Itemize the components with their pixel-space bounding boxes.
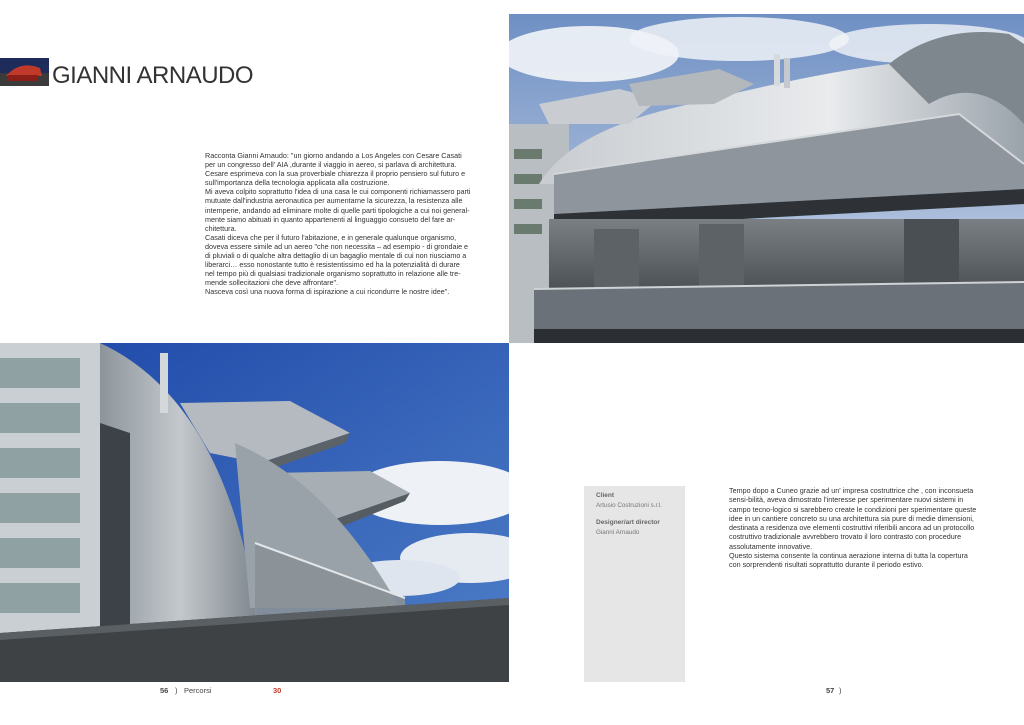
footer-separator: ): [175, 686, 178, 695]
story-paragraph: Tempo dopo a Cuneo grazie ad un' impresa costruttrice che , con inconsueta sensi-bilità, aveva dimostrato l'interesse per sperimentare nuovi sistemi in campo tecno-logico si sarebbero create le condizioni per sperimentare queste idee in un cantiere concreto su una architettura sia pure di medie dimensioni, destinata a residenza ove elementi costruttivi riferibili ancora ad un protocollo costruttivo tradizionale avvrebbero trovato il loro contrasto con procedure assolutamente innovative.: [729, 486, 977, 551]
section-name: Percorsi: [184, 686, 212, 695]
story-text-secondary: [729, 486, 979, 570]
page-number-left: 56: [160, 686, 169, 695]
story-paragraph: Questo sistema consente la continua aerazione interna di tutta la copertura con sorprendenti risultati soprattutto durante il periodo estivo.: [729, 551, 968, 570]
designer-label: Designer/art director: [596, 519, 660, 526]
page-title: GIANNI ARNAUDO: [52, 62, 254, 89]
designer-value: Gianni Arnaudo: [596, 529, 640, 536]
footer-separator: ): [839, 686, 842, 695]
client-label: Client: [596, 492, 615, 499]
logo-thumbnail: [0, 58, 49, 86]
client-value: Artusio Costruzioni s.r.l.: [596, 502, 663, 509]
credits-box: [584, 486, 685, 682]
story-paragraph: Racconta Gianni Arnaudo: "un giorno andando a Los Angeles con Cesare Casati per un congresso dell' AIA ,durante il viaggio in aereo, si parlava di architettura. Cesare esprimeva con la sua proverbiale chiarezza il proprio pensiero sul futuro e sull'importanza della tecnologia applicata alla costruzione.: [205, 151, 466, 188]
page-number-right: 57: [826, 686, 835, 695]
story-paragraph: Nasceva così una nuova forma di ispirazione a cui ricondurre le nostre idee".: [205, 287, 450, 297]
building-photo-bottom: [0, 343, 509, 682]
section-code: 30: [273, 686, 282, 695]
building-photo-top: [509, 14, 1024, 343]
story-paragraph: Casati diceva che per il futuro l'abitazione, e in generale qualunque organismo, doveva essere simile ad un aereo "che non necessita – ad esempio - di grondaie e di pluviali o di qualche altra dettaglio di un bagaglio mentale di cui non riusciamo a liberarci… esso nonostante tutto è resistentissimo ed ha la potenzialità di durare nel tempo più di qualsiasi tradizionale organismo soprattutto in relazione alle tre-mende sollecitazioni che deve affrontare".: [205, 232, 469, 288]
story-paragraph: Mi aveva colpito soprattutto l'idea di una casa le cui componenti richiamassero parti mutuate dall'industria aeronautica per aumentarne la sicurezza, la resistenza alle intemperie, andando ad eliminare molte di quelle parti tipologiche a cui noi general-mente siamo abituati in quanto appartenenti al linguaggio consueto del fare ar-chitettura.: [205, 187, 471, 233]
story-text: [205, 151, 471, 297]
